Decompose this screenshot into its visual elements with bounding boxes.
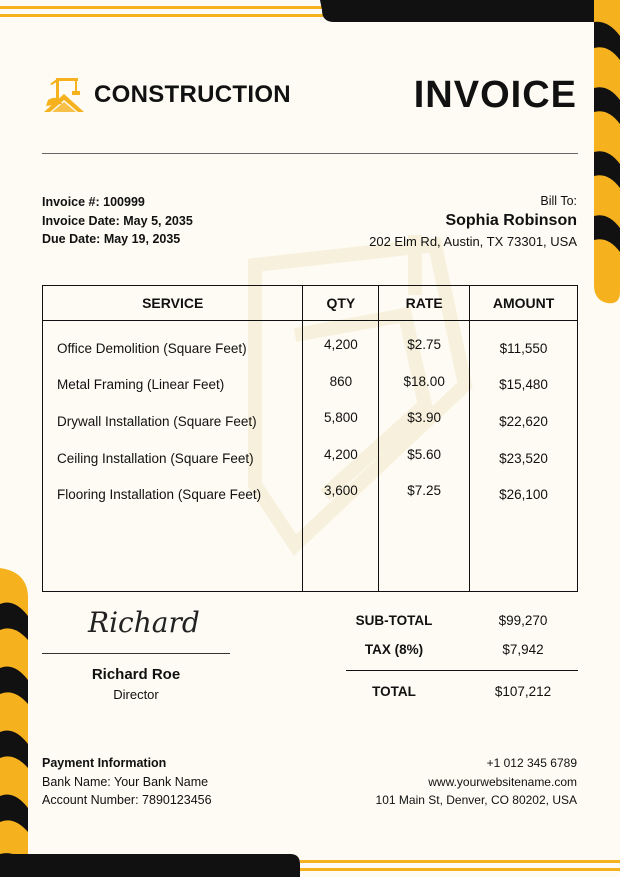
tax-value: $7,942 xyxy=(502,642,544,657)
qty-cell: 3,600 xyxy=(323,483,358,498)
qty-cell: 4,200 xyxy=(323,337,358,352)
invoice-number: Invoice #: 100999 xyxy=(42,195,145,209)
header-amount: AMOUNT xyxy=(470,286,578,321)
tax-label: TAX (8%) xyxy=(364,642,424,657)
payment-heading: Payment Information xyxy=(42,756,167,770)
left-wave-decoration xyxy=(0,568,28,877)
document-title: INVOICE xyxy=(413,74,577,116)
bank-name: Bank Name: Your Bank Name xyxy=(42,774,209,789)
rate-cell: $2.75 xyxy=(407,337,442,352)
invoice-meta xyxy=(42,193,193,249)
amount-column xyxy=(470,321,578,592)
top-stripe-decoration xyxy=(0,0,620,30)
header-rate: RATE xyxy=(379,286,470,321)
rate-cell: $5.60 xyxy=(407,447,442,462)
due-date: Due Date: May 19, 2035 xyxy=(42,232,181,246)
qty-cell: 860 xyxy=(329,374,353,389)
rate-cell: $3.90 xyxy=(407,410,442,425)
header-service: SERVICE xyxy=(43,286,303,321)
rate-cell: $18.00 xyxy=(403,374,445,389)
right-wave-decoration xyxy=(594,0,620,305)
signature-script: Richard xyxy=(88,606,200,639)
amount-cell: $26,100 xyxy=(499,487,548,502)
qty-column xyxy=(303,321,379,592)
service-cell: Flooring Installation (Square Feet) xyxy=(57,487,262,502)
subtotal-label: SUB-TOTAL xyxy=(355,613,433,628)
service-cell: Office Demolition (Square Feet) xyxy=(57,341,247,356)
header-divider xyxy=(42,153,578,154)
service-cell: Metal Framing (Linear Feet) xyxy=(57,377,225,392)
brand-name: CONSTRUCTION xyxy=(94,81,291,108)
bill-to-address: 202 Elm Rd, Austin, TX 73301, USA xyxy=(369,234,577,249)
contact-address: 101 Main St, Denver, CO 80202, USA xyxy=(375,793,577,807)
payment-information xyxy=(42,754,212,810)
bill-to-label: Bill To: xyxy=(540,194,577,208)
service-column xyxy=(43,321,303,592)
subtotal-value: $99,270 xyxy=(498,613,548,628)
signer-title: Director xyxy=(113,687,159,702)
table-header-row xyxy=(43,286,578,321)
rate-cell: $7.25 xyxy=(407,483,442,498)
crane-house-icon xyxy=(42,74,86,116)
amount-cell: $15,480 xyxy=(499,377,548,392)
amount-cell: $22,620 xyxy=(499,414,548,429)
rate-column xyxy=(379,321,470,592)
account-number: Account Number: 7890123456 xyxy=(42,793,212,807)
invoice-date: Invoice Date: May 5, 2035 xyxy=(42,213,193,228)
header-qty: QTY xyxy=(303,286,379,321)
qty-cell: 5,800 xyxy=(323,410,358,425)
bottom-stripe-decoration xyxy=(0,852,620,877)
amount-cell: $11,550 xyxy=(499,341,548,356)
contact-info xyxy=(376,754,577,810)
brand-logo xyxy=(42,74,291,116)
items-table xyxy=(42,285,578,592)
total-divider xyxy=(346,670,578,671)
total-value: $107,212 xyxy=(494,684,552,699)
service-cell: Drywall Installation (Square Feet) xyxy=(57,414,257,429)
amount-cell: $23,520 xyxy=(499,451,548,466)
contact-phone: +1 012 345 6789 xyxy=(486,756,577,770)
service-cell: Ceiling Installation (Square Feet) xyxy=(57,451,254,466)
signer-name: Richard Roe xyxy=(91,666,181,683)
bill-to xyxy=(369,193,577,252)
total-label: TOTAL xyxy=(372,684,416,699)
signature-line xyxy=(42,653,230,654)
bill-to-name: Sophia Robinson xyxy=(445,212,577,229)
qty-cell: 4,200 xyxy=(323,447,358,462)
contact-website: www.yourwebsitename.com xyxy=(428,774,577,789)
